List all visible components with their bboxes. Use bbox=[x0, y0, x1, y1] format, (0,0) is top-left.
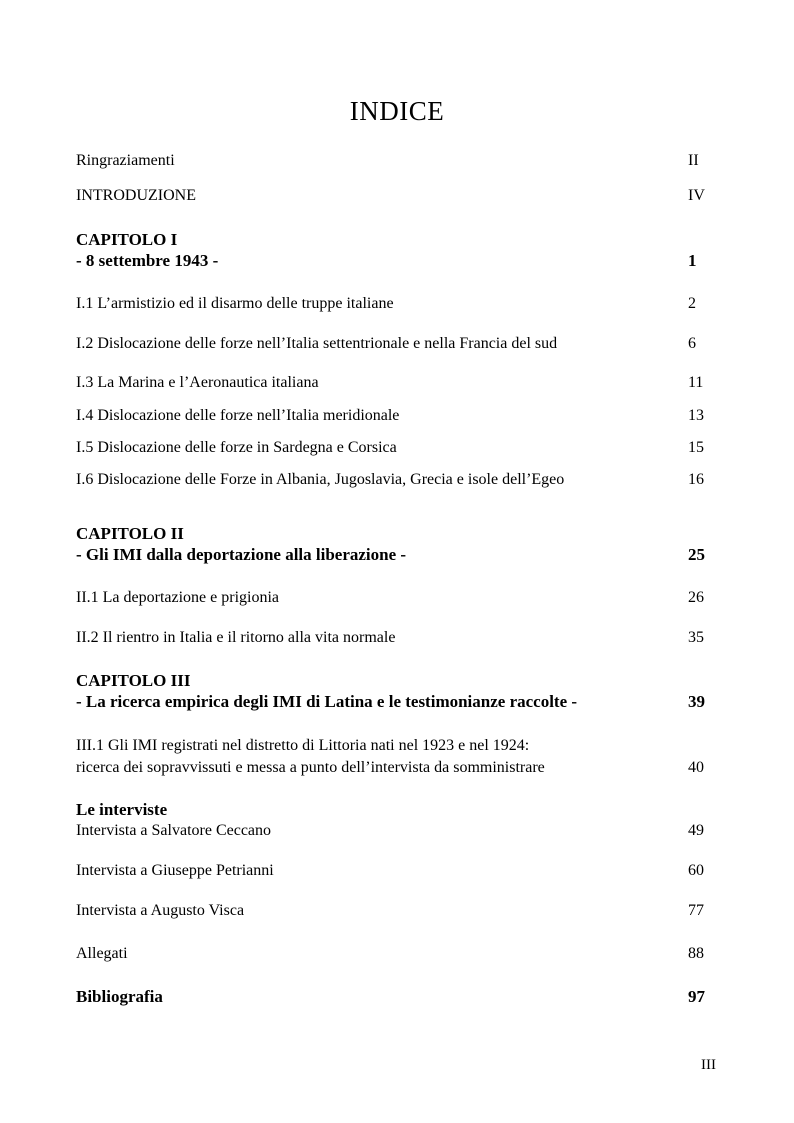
toc-entry-1-5[interactable]: I.5 Dislocazione delle forze in Sardegna e Corsica bbox=[76, 439, 397, 456]
toc-entry-1-4[interactable]: I.4 Dislocazione delle forze nell’Italia meridionale bbox=[76, 407, 400, 424]
page-title: INDICE bbox=[349, 96, 445, 126]
chapter-2-subtitle[interactable]: - Gli IMI dalla deportazione alla liberazione - bbox=[76, 545, 407, 564]
toc-entry-1-2[interactable]: I.2 Dislocazione delle forze nell’Italia settentrionale e nella Francia del sud bbox=[76, 335, 558, 352]
toc-page-ringraziamenti: II bbox=[688, 152, 699, 169]
toc-page-bibliografia: 97 bbox=[688, 987, 705, 1006]
chapter-3-subtitle[interactable]: - La ricerca empirica degli IMI di Latina e le testimonianze raccolte - bbox=[76, 692, 578, 711]
toc-entry-2-1[interactable]: II.1 La deportazione e prigionia bbox=[76, 589, 280, 606]
chapter-2-heading: CAPITOLO II bbox=[76, 524, 184, 543]
chapter-1-heading: CAPITOLO I bbox=[76, 230, 178, 249]
page-number: III bbox=[701, 1057, 716, 1073]
toc-page-2-1: 26 bbox=[688, 589, 704, 606]
toc-entry-interview-2[interactable]: Intervista a Giuseppe Petrianni bbox=[76, 862, 274, 879]
toc-entry-ringraziamenti[interactable]: Ringraziamenti bbox=[76, 152, 175, 169]
toc-page-1-6: 16 bbox=[688, 471, 704, 488]
toc-page-1-1: 2 bbox=[688, 295, 696, 312]
toc-page-allegati: 88 bbox=[688, 945, 704, 962]
toc-page-interview-1: 49 bbox=[688, 822, 704, 839]
toc-page-1-3: 11 bbox=[688, 374, 704, 391]
toc-entry-introduzione[interactable]: INTRODUZIONE bbox=[76, 187, 196, 204]
toc-page-1-2: 6 bbox=[688, 335, 696, 352]
chapter-1-subtitle[interactable]: - 8 settembre 1943 - bbox=[76, 251, 219, 270]
toc-entry-bibliografia[interactable]: Bibliografia bbox=[76, 987, 163, 1006]
toc-entry-1-3[interactable]: I.3 La Marina e l’Aeronautica italiana bbox=[76, 374, 319, 391]
toc-page-introduzione: IV bbox=[688, 187, 705, 204]
toc-page-3-1: 40 bbox=[688, 759, 704, 776]
toc-entry-1-1[interactable]: I.1 L’armistizio ed il disarmo delle truppe italiane bbox=[76, 295, 394, 312]
toc-entry-interview-3[interactable]: Intervista a Augusto Visca bbox=[76, 902, 245, 919]
toc-page-1-4: 13 bbox=[688, 407, 704, 424]
chapter-3-page: 39 bbox=[688, 692, 705, 711]
toc-entry-3-1-line2[interactable]: ricerca dei sopravvissuti e messa a punto dell’intervista da somministrare bbox=[76, 759, 545, 776]
toc-entry-allegati[interactable]: Allegati bbox=[76, 945, 128, 962]
toc-entry-3-1-line1[interactable]: III.1 Gli IMI registrati nel distretto di Littoria nati nel 1923 e nel 1924: bbox=[76, 737, 530, 754]
toc-entry-interview-1[interactable]: Intervista a Salvatore Ceccano bbox=[76, 822, 272, 839]
chapter-3-heading: CAPITOLO III bbox=[76, 671, 191, 690]
toc-page-1-5: 15 bbox=[688, 439, 704, 456]
toc-entry-2-2[interactable]: II.2 Il rientro in Italia e il ritorno alla vita normale bbox=[76, 629, 396, 646]
toc-page-2-2: 35 bbox=[688, 629, 704, 646]
chapter-1-page: 1 bbox=[688, 251, 697, 270]
interviews-heading: Le interviste bbox=[76, 800, 168, 819]
toc-page-interview-3: 77 bbox=[688, 902, 704, 919]
toc-page-interview-2: 60 bbox=[688, 862, 704, 879]
chapter-2-page: 25 bbox=[688, 545, 705, 564]
toc-entry-1-6[interactable]: I.6 Dislocazione delle Forze in Albania, Jugoslavia, Grecia e isole dell’Egeo bbox=[76, 471, 565, 488]
